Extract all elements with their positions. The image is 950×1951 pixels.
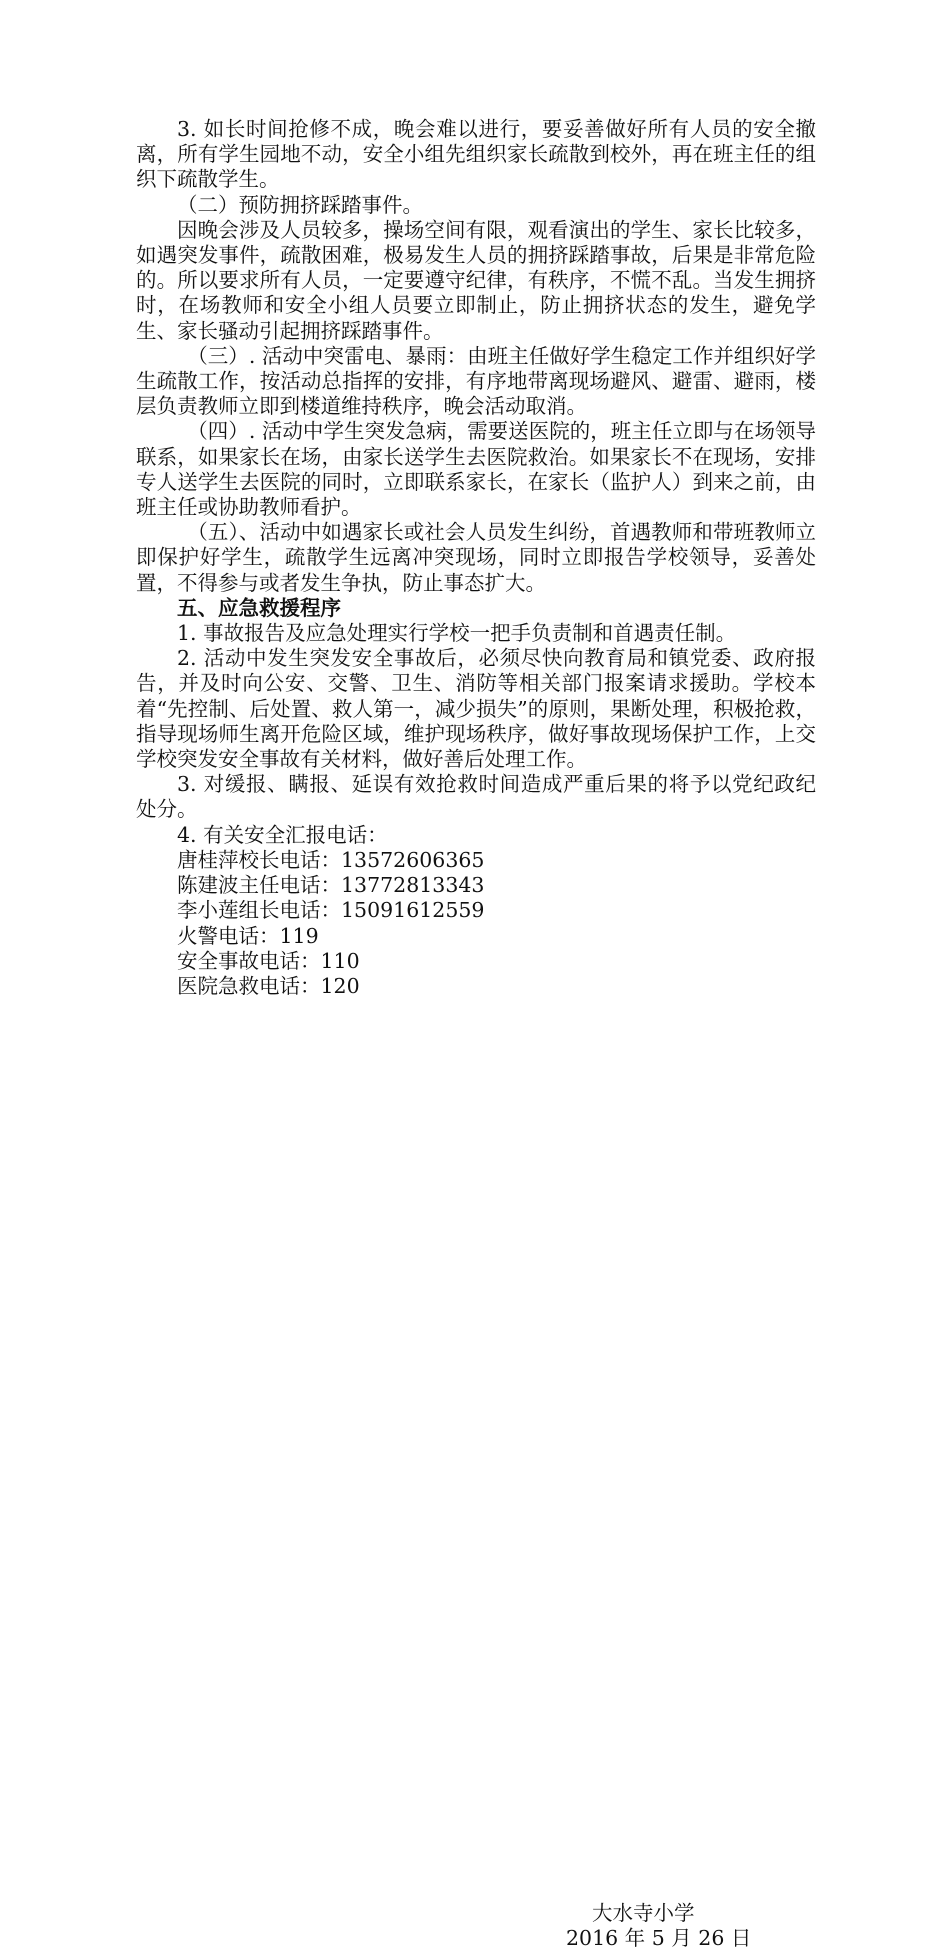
paragraph-report-system: 1. 事故报告及应急处理实行学校一把手负责制和首遇责任制。: [177, 621, 737, 646]
paragraph-dispute: （五）、活动中如遇家长或社会人员发生纠纷，首遇教师和带班教师立即保护好学生，疏散学生远离冲突现场，同时立即报告学校领导，妥善处置，不得参与或者发生争执，防止事态扩大。: [136, 520, 816, 595]
paragraph-evacuation: 3. 如长时间抢修不成，晚会难以进行，要妥善做好所有人员的安全撤离，所有学生园地不动，安全小组先组织家长疏散到校外，再在班主任的组织下疏散学生。: [136, 117, 816, 192]
paragraph-penalty: 3. 对缓报、瞒报、延误有效抢救时间造成严重后果的将予以党纪政纪处分。: [136, 772, 816, 822]
signature-date: 2016 年 5 月 26 日: [566, 1926, 752, 1951]
paragraph-stampede-title: （二）预防拥挤踩踏事件。: [177, 192, 423, 217]
contact-principal: 唐桂萍校长电话：13572606365: [177, 847, 485, 872]
paragraph-thunderstorm: （三）. 活动中突雷电、暴雨：由班主任做好学生稳定工作并组织好学生疏散工作，按活动总指挥的安排，有序地带离现场避风、避雷、避雨，楼层负责教师立即到楼道维持秩序，晚会活动取消。: [136, 343, 816, 419]
paragraph-phone-title: 4. 有关安全汇报电话：: [177, 822, 388, 847]
contact-list: [136, 848, 816, 999]
paragraph-illness: （四）. 活动中学生突发急病，需要送医院的，班主任立即与在场领导联系，如果家长在场，由家长送学生去医院救治。如果家长不在现场，安排专人送学生去医院的同时，立即联系家长，在家长（监护人）到来之前，由班主任或协助教师看护。: [136, 419, 816, 520]
contact-fire: 火警电话：119: [177, 923, 319, 948]
section-heading: 五、应急救援程序: [177, 595, 341, 620]
signature-school: 大水寺小学: [592, 1901, 695, 1926]
paragraph-report-procedure: 2. 活动中发生突发安全事故后，必须尽快向教育局和镇党委、政府报告，并及时向公安、交警、卫生、消防等相关部门报案请求援助。学校本着“先控制、后处置、救人第一，减少损失”的原则，果断处理，积极抢救，指导现场师生离开危险区域，维护现场秩序，做好事故现场保护工作，上交学校突发安全事故有关材料，做好善后处理工作。: [136, 646, 816, 772]
paragraph-stampede-body: 因晚会涉及人员较多，操场空间有限，观看演出的学生、家长比较多，如遇突发事件，疏散困难，极易发生人员的拥挤踩踏事故，后果是非常危险的。所以要求所有人员，一定要遵守纪律，有秩序，不慌不乱。当发生拥挤时，在场教师和安全小组人员要立即制止，防止拥挤状态的发生，避免学生、家长骚动引起拥挤踩踏事件。: [136, 217, 816, 343]
contact-group-leader: 李小莲组长电话：15091612559: [177, 898, 485, 923]
contact-safety: 安全事故电话：110: [177, 948, 360, 973]
document-body: [136, 117, 816, 1951]
contact-director: 陈建波主任电话：13772813343: [177, 873, 485, 898]
contact-hospital: 医院急救电话：120: [177, 973, 360, 998]
